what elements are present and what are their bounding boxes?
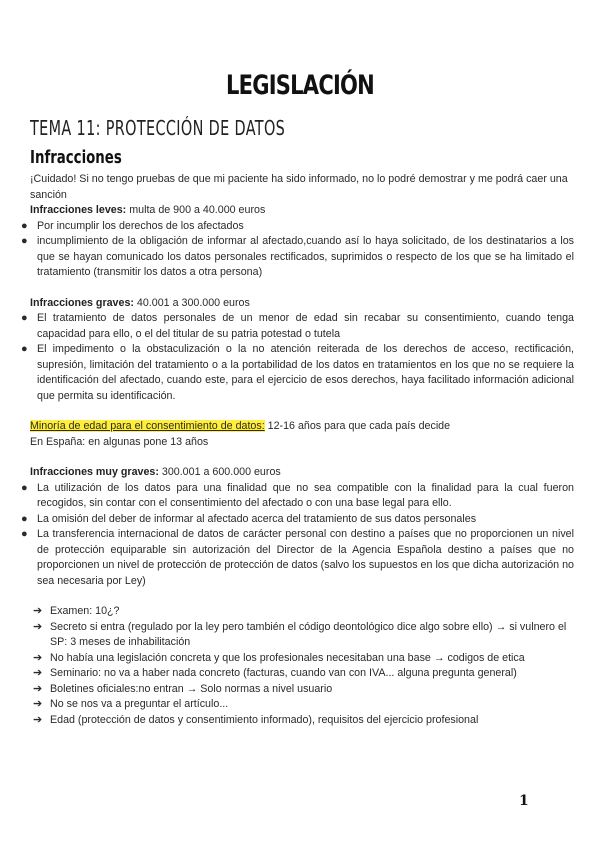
notes-list — [33, 604, 574, 728]
minoria-text: 12-16 años para que cada país decide — [264, 420, 451, 432]
intro-paragraph: ¡Cuidado! Si no tengo pruebas de que mi paciente ha sido informado, no lo podré demostrar y me podrá caer una sanción — [30, 173, 568, 201]
leves-list — [21, 219, 574, 281]
list-item: ➔ Seminario: no va a haber nada concreto (facturas, cuando van con IVA... alguna pregunta general) — [33, 666, 574, 682]
minoria-line — [30, 419, 574, 435]
arrow-icon: ➔ — [33, 713, 43, 726]
graves-label: Infracciones graves: — [30, 296, 134, 309]
minoria-highlight: Minoría de edad para el consentimiento de datos: — [30, 420, 265, 432]
arrow-icon: ➔ — [33, 667, 43, 679]
list-item: ➔ No se nos va a preguntar el artículo... — [33, 697, 574, 713]
list-item: ➔ No había una legislación concreta y que los profesionales necesitaban una base → codigos de etica — [33, 651, 574, 667]
muy-graves-list — [21, 481, 574, 590]
arrow-icon: ➔ — [33, 682, 43, 695]
muy-graves-heading — [30, 465, 574, 481]
bullet-icon: ● — [21, 312, 28, 324]
bullet-icon: ● — [21, 528, 28, 540]
arrow-icon: ➔ — [33, 651, 43, 664]
espana-line: En España: en algunas pone 13 años — [30, 435, 209, 448]
muy-graves-label: Infracciones muy graves: — [30, 466, 159, 478]
bullet-icon: ● — [21, 343, 28, 355]
bullet-icon: ● — [21, 219, 28, 232]
graves-heading — [30, 296, 574, 312]
list-item: ● Por incumplir los derechos de los afectados — [30, 219, 574, 235]
arrow-icon: ➔ — [33, 620, 43, 633]
arrow-icon: ➔ — [33, 698, 43, 710]
bullet-icon: ● — [21, 512, 28, 525]
list-item: ● El impedimento o la obstaculización o la no atención reiterada de los derechos de acceso, rectificación, supresión, limitación del tratamiento o a la portabilidad de los datos en tratamientos en los que no se requiere la identificación del afectado, cuando este, para el ejercicio de esos derechos, haya facilitado información adicional que permita su identificación. — [21, 343, 574, 402]
list-item: ➔ Edad (protección de datos y consentimiento informado), requisitos del ejercicio profesional — [33, 713, 574, 729]
list-item: ● La utilización de los datos para una finalidad que no sea compatible con la finalidad para la cual fueron recogidos, sin contar con el consentimiento del afectado o con una base legal para ello. — [21, 481, 574, 509]
list-item: ➔ Examen: 10¿? — [33, 604, 574, 620]
graves-list — [21, 311, 574, 404]
list-item: ● La transferencia internacional de datos de carácter personal con destino a países que no proporcionen un nivel de protección equiparable sin autorización del Director de la Agencia Española destino a países que no proporcionen un nivel de protección de protección de datos (salvo los supuestos en los que dicha autorización no sea necesaria por Ley) — [21, 528, 574, 587]
document-body — [21, 172, 574, 728]
list-item: ➔ Boletines oficiales:no entran → Solo normas a nivel usuario — [33, 682, 574, 698]
list-item: ● El tratamiento de datos personales de un menor de edad sin recabar su consentimiento, cuando tenga capacidad para ello, o el del titular de su patria potestad o tutela — [21, 312, 574, 340]
list-item: ➔ Secreto si entra (regulado por la ley pero también el código deontológico dice algo sobre ello) → si vulnero el SP: 3 meses de inhabilitación — [33, 620, 567, 648]
bullet-icon: ● — [21, 481, 28, 494]
leves-heading — [30, 203, 574, 219]
bullet-icon: ● — [21, 235, 28, 247]
page-title: LEGISLACIÓN — [225, 70, 375, 101]
section-heading: Infracciones — [30, 147, 122, 168]
leves-range: multa de 900 a 40.000 euros — [126, 204, 266, 216]
graves-range: 40.001 a 300.000 euros — [133, 296, 250, 309]
arrow-icon: ➔ — [33, 605, 43, 617]
list-item: ● incumplimiento de la obligación de informar al afectado,cuando así lo haya solicitado, de los destinatarios a los que se hayan comunicado los datos personales rectificados, suprimidos o respecto de los que se ha limitado el tratamiento (transmitir los datos a otra persona) — [21, 235, 574, 278]
topic-heading: TEMA 11: PROTECCIÓN DE DATOS — [30, 116, 286, 140]
page-number: 1 — [519, 793, 529, 809]
list-item: ● La omisión del deber de informar al afectado acerca del tratamiento de sus datos personales — [30, 512, 574, 528]
muy-graves-range: 300.001 a 600.000 euros — [158, 466, 281, 478]
leves-label: Infracciones leves: — [30, 204, 127, 216]
